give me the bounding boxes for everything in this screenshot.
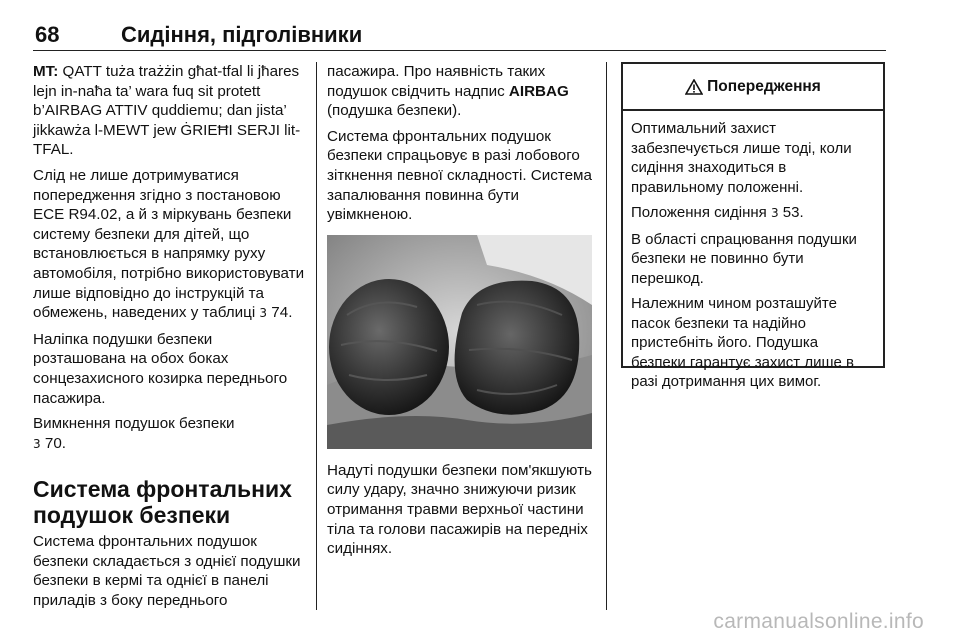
airbag-label-paragraph: пасажира. Про наявність таких подушок свідчить надпис AIRBAG (подушка безпеки). bbox=[327, 63, 569, 120]
mt-text: QATT tuża trażżin għat-tfal li jħares lejn in-naħa ta’ wara fuq sit protett b’AIRBAG ATTIV quddiemu; dan jista’ jikkawża l-MEWT jew ĠRIEĦI SERJI lit-TFAL. bbox=[33, 63, 301, 159]
warning-paragraph: Належним чином розташуйте пасок безпеки та надійно пристебніть його. Подушка безпеки гарантує захист лише в разі дотримання цих вимог. bbox=[631, 295, 854, 390]
deactivation-paragraph: Вимкнення подушок безпеки 3 70. bbox=[33, 415, 235, 452]
deployment-paragraph: Система фронтальних подушок безпеки спрацьовує в разі лобового зіткнення певної складності. Система запалювання повинна бути увімкненою. bbox=[327, 127, 592, 224]
warning-body bbox=[623, 111, 883, 392]
warning-title: Попередження bbox=[707, 77, 821, 95]
label-paragraph: Наліпка подушки безпеки розташована на обох боках сонцезахисного козирка переднього пасажира. bbox=[33, 330, 288, 407]
reference-arrow-icon: 3 bbox=[259, 306, 268, 321]
mt-label: MT: bbox=[33, 63, 59, 80]
maltese-warning-paragraph bbox=[33, 62, 308, 160]
page-number: 68 bbox=[35, 22, 60, 47]
reference-arrow-icon: 3 bbox=[33, 436, 41, 451]
middle-column bbox=[327, 62, 597, 565]
warning-box bbox=[621, 62, 885, 390]
warning-paragraph: Оптимальний захист забезпечується лише тоді, коли сидіння знаходиться в правильному положенні. bbox=[631, 120, 852, 196]
watermark: carmanualsonline.info bbox=[713, 610, 924, 633]
inflated-airbags-photo bbox=[327, 235, 592, 449]
page-reference-link[interactable]: 70. bbox=[44, 434, 66, 452]
reference-arrow-icon: 3 bbox=[770, 206, 779, 220]
page-reference-link[interactable]: 74. bbox=[271, 304, 293, 322]
ece-paragraph: Слід не лише дотримуватися попередження згідно з постановою ECE R94.02, а й з міркувань безпеки систему безпеки для дітей, що встановлюється в напрямку руху автомобіля, потрібно використовувати лише відповідно до інструкцій та обмежень, наведених у таблиці 3 74. bbox=[33, 166, 305, 322]
warning-paragraph: Положення сидіння 3 53. bbox=[631, 204, 804, 221]
page-reference-link[interactable]: 53. bbox=[782, 204, 804, 221]
system-description-paragraph: Система фронтальних подушок безпеки складається з однієї подушки безпеки в кермі та однієї в панелі приладів з боку переднього bbox=[33, 533, 301, 610]
airbag-term: AIRBAG bbox=[508, 82, 569, 100]
page-title: Сидіння, підголівники bbox=[121, 22, 363, 47]
photo-caption: Надуті подушки безпеки пом'якшують силу удару, значно знижуючи ризик отримання травми верхньої частини тіла та голови пасажирів на передніх сидіннях. bbox=[327, 461, 592, 558]
page-header bbox=[33, 12, 886, 51]
warning-header bbox=[623, 64, 883, 111]
warning-triangle-icon bbox=[685, 79, 703, 95]
column-divider bbox=[316, 62, 317, 610]
column-divider bbox=[606, 62, 607, 610]
warning-paragraph: В області спрацювання подушки безпеки не повинно бути перешкод. bbox=[631, 230, 857, 287]
left-column bbox=[33, 62, 308, 617]
section-heading: Система фронтальних подушок безпеки bbox=[33, 476, 292, 529]
